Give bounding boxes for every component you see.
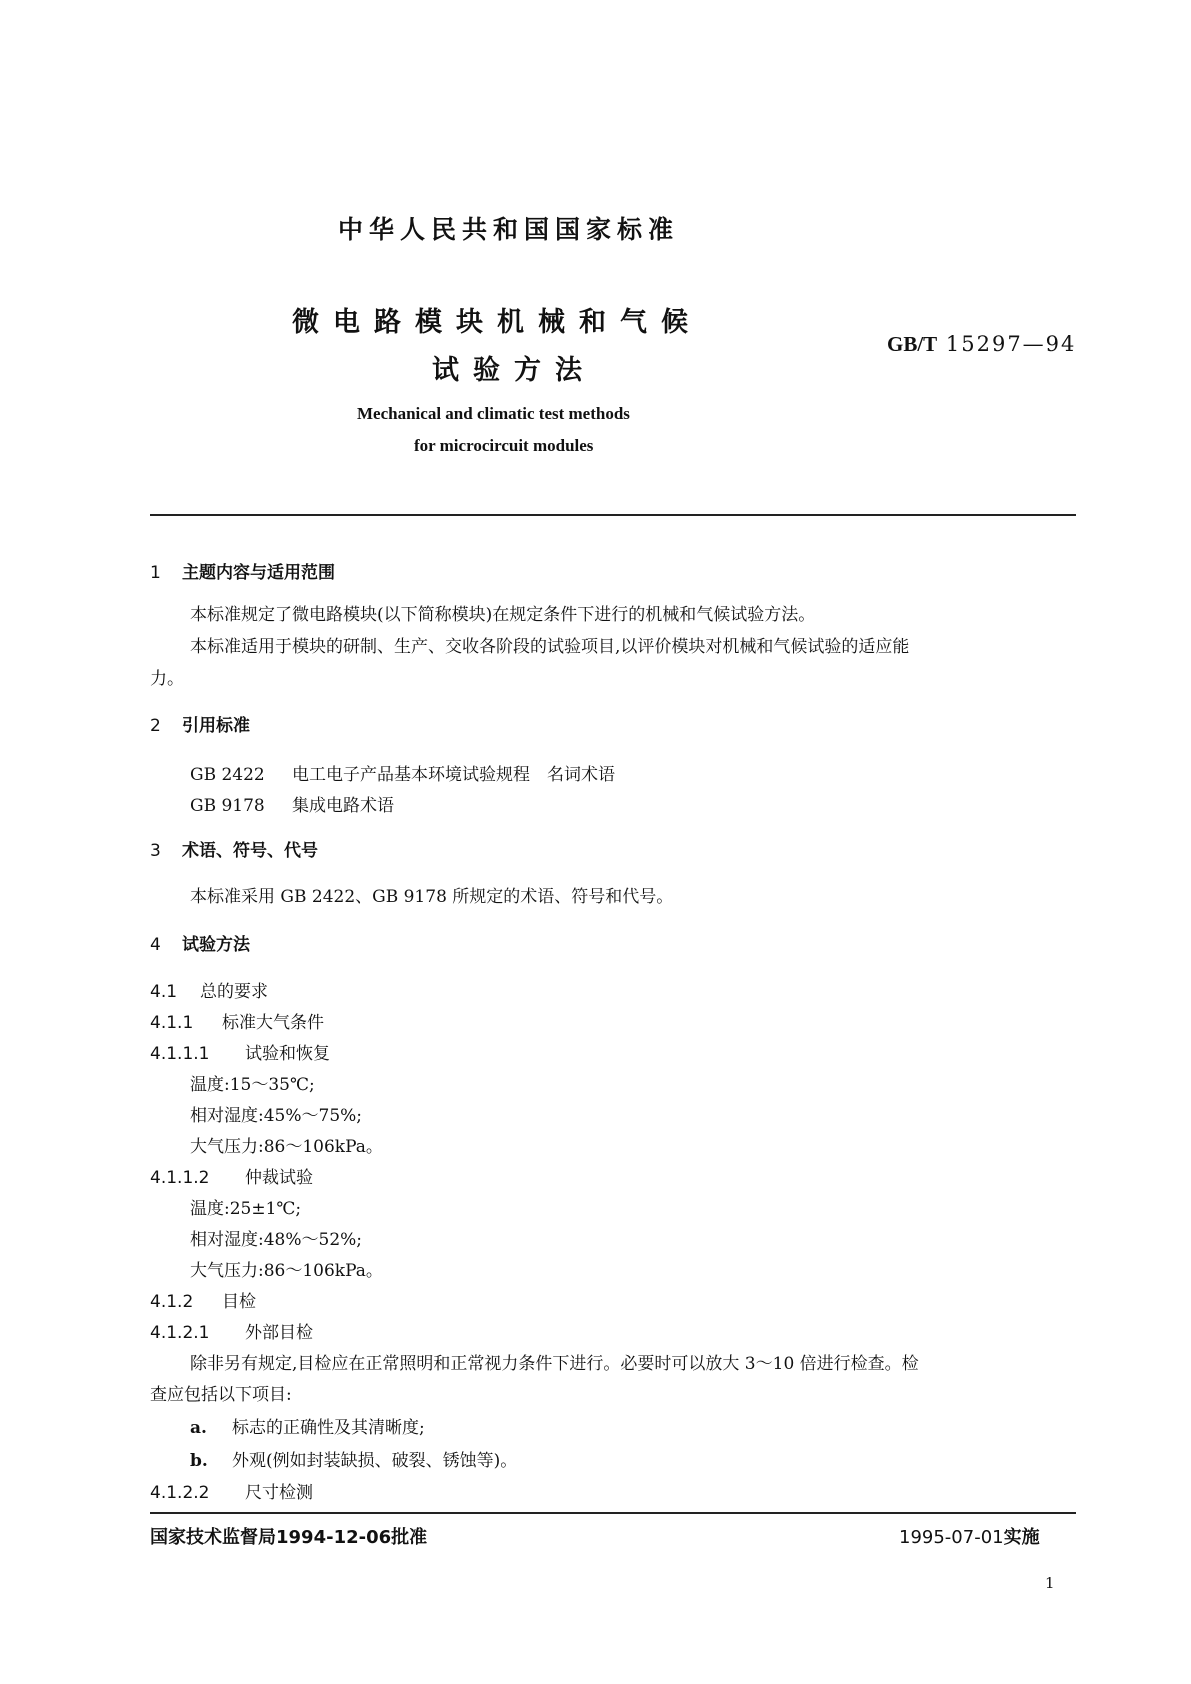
list-item-a bbox=[190, 1413, 425, 1438]
subsection-4-1-2-1-title: 外部目检 bbox=[245, 1323, 313, 1343]
subsection-4-1-2-2-number: 4.1.2.2 bbox=[150, 1483, 210, 1503]
arbitration-humidity: 相对湿度:48%～52%; bbox=[190, 1230, 363, 1250]
section-2-heading bbox=[150, 711, 250, 736]
visual-inspection-para-line2: 查应包括以下项目: bbox=[150, 1385, 292, 1405]
subsection-4-1-2-number: 4.1.2 bbox=[150, 1292, 194, 1312]
visual-inspection-para-line1: 除非另有规定,目检应在正常照明和正常视力条件下进行。必要时可以放大 3～10 倍进行检查。检 bbox=[190, 1354, 919, 1374]
arbitration-temperature: 温度:25±1℃; bbox=[190, 1199, 302, 1219]
reference-1 bbox=[190, 760, 615, 785]
list-item-a-text: 标志的正确性及其清晰度; bbox=[232, 1418, 425, 1438]
approval-statement: 国家技术监督局1994-12-06批准 bbox=[150, 1527, 428, 1548]
reference-1-text: 电工电子产品基本环境试验规程 名词术语 bbox=[292, 765, 615, 785]
subsection-4-1-1-2-number: 4.1.1.2 bbox=[150, 1168, 210, 1188]
subsection-4-1-1-2-title: 仲裁试验 bbox=[245, 1168, 313, 1188]
national-standard-heading: 中华人民共和国国家标准 bbox=[338, 215, 680, 244]
subsection-4-1-2 bbox=[150, 1287, 256, 1312]
standard-prefix: GB/T bbox=[887, 332, 938, 356]
page-number: 1 bbox=[1045, 1574, 1055, 1592]
header-divider bbox=[150, 514, 1076, 516]
footer-divider bbox=[150, 1512, 1076, 1514]
list-item-b-text: 外观(例如封装缺损、破裂、锈蚀等)。 bbox=[232, 1451, 518, 1471]
effective-label: 实施 bbox=[1003, 1527, 1040, 1548]
section-2-number: 2 bbox=[150, 716, 161, 736]
section-1-heading bbox=[150, 558, 335, 583]
section-1-para-1: 本标准规定了微电路模块(以下简称模块)在规定条件下进行的机械和气候试验方法。 bbox=[190, 605, 816, 625]
standard-code: 15297—94 bbox=[945, 332, 1077, 356]
subsection-4-1-1 bbox=[150, 1008, 324, 1033]
list-item-b-marker: b. bbox=[190, 1451, 208, 1471]
section-1-title: 主题内容与适用范围 bbox=[182, 563, 335, 583]
section-4-heading bbox=[150, 930, 250, 955]
section-4-title: 试验方法 bbox=[182, 935, 250, 955]
test-humidity: 相对湿度:45%～75%; bbox=[190, 1106, 363, 1126]
document-title-line1: 微电路模块机械和气候 bbox=[292, 307, 702, 338]
subsection-4-1-number: 4.1 bbox=[150, 982, 178, 1002]
subsection-4-1-2-title: 目检 bbox=[222, 1292, 256, 1312]
section-1-para-2-line1: 本标准适用于模块的研制、生产、交收各阶段的试验项目,以评价模块对机械和气候试验的适应能 bbox=[190, 637, 910, 657]
subsection-4-1-2-2 bbox=[150, 1478, 313, 1503]
reference-1-code: GB 2422 bbox=[190, 765, 265, 785]
reference-2 bbox=[190, 791, 394, 816]
reference-2-text: 集成电路术语 bbox=[292, 796, 394, 816]
subsection-4-1-1-1-title: 试验和恢复 bbox=[245, 1044, 330, 1064]
list-item-a-marker: a. bbox=[190, 1418, 207, 1438]
section-1-para-2-line2: 力。 bbox=[150, 669, 184, 689]
section-2-title: 引用标准 bbox=[182, 716, 250, 736]
arbitration-pressure: 大气压力:86～106kPa。 bbox=[190, 1261, 383, 1281]
list-item-b bbox=[190, 1446, 517, 1471]
section-3-number: 3 bbox=[150, 841, 161, 861]
document-title-line2: 试验方法 bbox=[432, 355, 596, 386]
subsection-4-1-2-1-number: 4.1.2.1 bbox=[150, 1323, 210, 1343]
effective-statement bbox=[899, 1523, 1040, 1549]
subsection-4-1-title: 总的要求 bbox=[200, 982, 268, 1002]
effective-date: 1995-07-01 bbox=[899, 1527, 1004, 1548]
test-temperature: 温度:15～35℃; bbox=[190, 1075, 315, 1095]
subsection-4-1-2-1 bbox=[150, 1318, 313, 1343]
subsection-4-1-1-title: 标准大气条件 bbox=[222, 1013, 324, 1033]
section-1-number: 1 bbox=[150, 563, 161, 583]
section-3-heading bbox=[150, 836, 318, 861]
subsection-4-1-1-number: 4.1.1 bbox=[150, 1013, 194, 1033]
section-3-para-1: 本标准采用 GB 2422、GB 9178 所规定的术语、符号和代号。 bbox=[190, 887, 674, 907]
subsection-4-1-2-2-title: 尺寸检测 bbox=[245, 1483, 313, 1503]
english-title-line1: Mechanical and climatic test methods bbox=[357, 404, 630, 423]
subsection-4-1-1-1 bbox=[150, 1039, 330, 1064]
section-4-number: 4 bbox=[150, 935, 161, 955]
test-pressure: 大气压力:86～106kPa。 bbox=[190, 1137, 383, 1157]
reference-2-code: GB 9178 bbox=[190, 796, 265, 816]
subsection-4-1 bbox=[150, 977, 268, 1002]
section-3-title: 术语、符号、代号 bbox=[182, 841, 318, 861]
english-title-line2: for microcircuit modules bbox=[414, 436, 594, 455]
subsection-4-1-1-1-number: 4.1.1.1 bbox=[150, 1044, 210, 1064]
subsection-4-1-1-2 bbox=[150, 1163, 313, 1188]
standard-number bbox=[887, 332, 1076, 357]
